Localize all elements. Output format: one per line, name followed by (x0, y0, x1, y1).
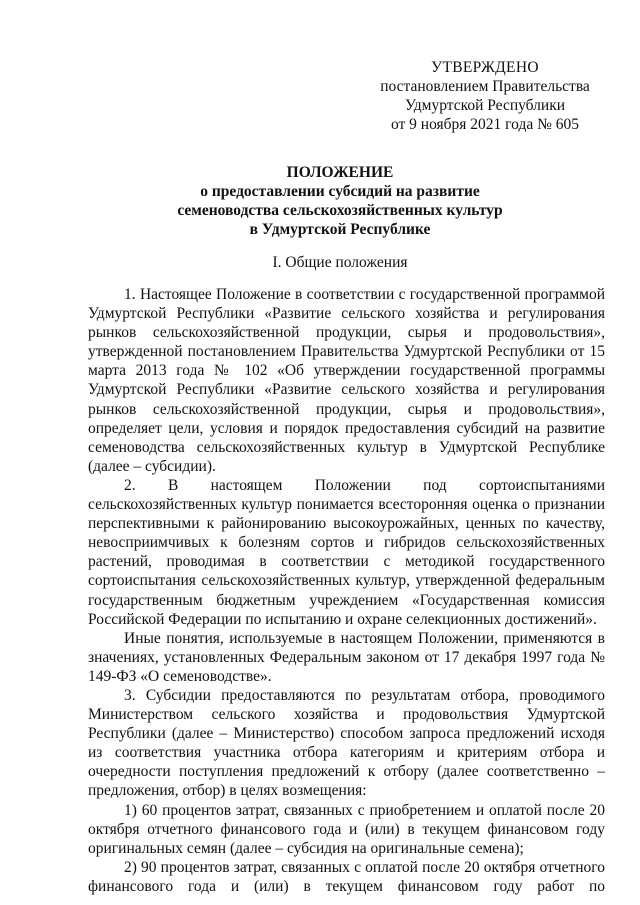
paragraph-3: Иные понятия, используемые в настоящем Положении, применяются в значениях, установленных Федеральным законом от 17 декабря 1997 года № 149-ФЗ «О семеноводстве». (88, 629, 605, 685)
approval-line-1: постановлением Правительства (380, 78, 590, 95)
paragraph-4: 3. Субсидии предоставляются по результатам отбора, проводимого Министерством сельского хозяйства и продовольствия Удмуртской Республики (далее – Министерство) способом запроса предложений исходя из соответствия участника отбора категориям и критериям отбора и очередности поступления предложений к отбору (далее соответственно – предложения, отбор) в целях возмещения: (88, 686, 605, 800)
approval-line-3: от 9 ноября 2021 года № 605 (390, 116, 580, 133)
title-line-2: семеноводства сельскохозяйственных культур (177, 202, 503, 219)
approval-line-2: Удмуртской Республики (404, 97, 566, 114)
section-heading: I. Общие положения (272, 254, 408, 271)
paragraph-1: 1. Настоящее Положение в соответствии с государственной программой Удмуртской Республики «Развитие сельского хозяйства и регулирования рынков сельскохозяйственной продукции, сырья и продовольствия», утвержденной постановлением Правительства Удмуртской Республики от 15 марта 2013 года № 102 «Об утверждении государственной программы Удмуртской Республики «Развитие сельского хозяйства и регулирования рынков сельскохозяйственной продукции, сырья и продовольствия», определяет цели, условия и порядок предоставления субсидий на развитие семеноводства сельскохозяйственных культур в Удмуртской Республике (далее – субсидии). (88, 286, 605, 475)
document-title (80, 163, 600, 239)
document-body (88, 285, 605, 896)
approval-stamp (370, 58, 600, 134)
approval-label: УТВЕРЖДЕНО (431, 59, 539, 76)
paragraph-6: 2) 90 процентов затрат, связанных с оплатой после 20 октября отчетного финансового года и (или) в текущем финансовом году работ по (88, 858, 605, 895)
title-heading: ПОЛОЖЕНИЕ (286, 164, 394, 181)
paragraph-5: 1) 60 процентов затрат, связанных с приобретением и оплатой после 20 октября отчетного финансового года и (или) в текущем финансовом году оригинальных семян (далее – субсидия на оригинальные семена); (88, 801, 605, 857)
title-line-1: о предоставлении субсидий на развитие (200, 183, 480, 200)
paragraph-2: 2. В настоящем Положении под сортоиспытаниями сельскохозяйственных культур понимается всесторонняя оценка о признании перспективными к районированию высокоурожайных, ценных по качеству, невосприимчивых к болезням сортов и гибридов сельскохозяйственных растений, проводимая в соответствии с методикой государственного сортоиспытания сельскохозяйственных культур, утвержденной федеральным государственным бюджетным учреждением «Государственная комиссия Российской Федерации по испытанию и охране селекционных достижений». (88, 476, 605, 628)
title-line-3: в Удмуртской Республике (249, 221, 431, 238)
